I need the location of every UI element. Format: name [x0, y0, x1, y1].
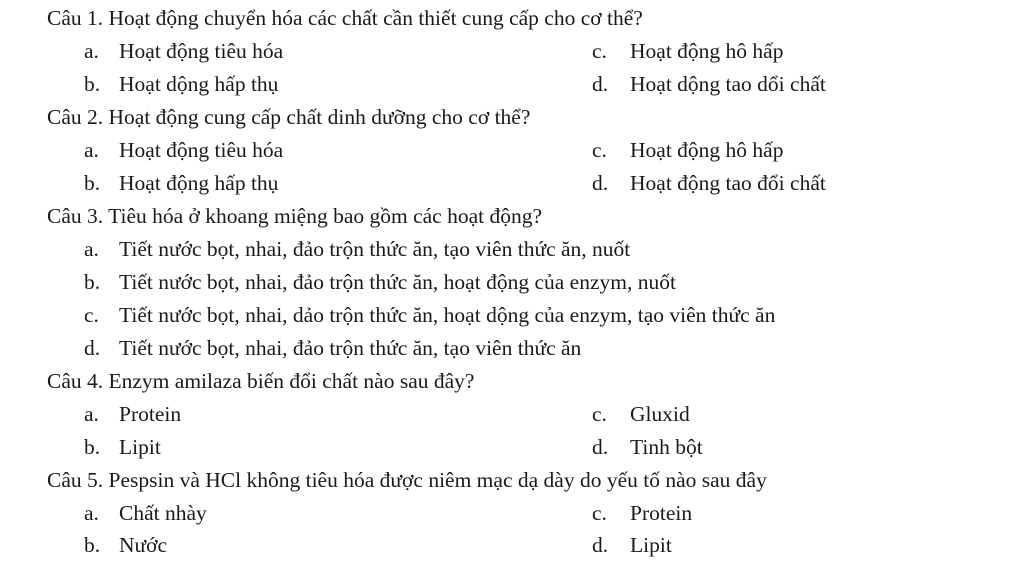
- question-4-option-b: [84, 431, 161, 463]
- question-4-option-a: [84, 398, 181, 430]
- question-2-option-d: [592, 167, 826, 199]
- option-marker: a.: [84, 237, 99, 261]
- option-text: Tiết nước bọt, nhai, đảo trộn thức ăn, hoạt động của enzym, nuốt: [119, 270, 676, 294]
- option-text: Protein: [630, 501, 693, 525]
- question-1-title: Câu 1. Hoạt động chuyển hóa các chất cần thiết cung cấp cho cơ thể?: [47, 6, 643, 30]
- option-text: Chất nhày: [119, 501, 207, 525]
- option-marker: b.: [84, 270, 101, 294]
- option-text: Hoạt động tiêu hóa: [119, 39, 284, 63]
- option-text: Lipit: [630, 533, 672, 557]
- option-marker: d.: [84, 336, 101, 360]
- question-2-option-c: [592, 134, 783, 166]
- option-marker: d.: [592, 533, 609, 557]
- option-text: Hoạt dộng hấp thụ: [119, 72, 279, 96]
- question-1-option-b: [84, 68, 278, 100]
- option-text: Protein: [119, 402, 182, 426]
- option-marker: d.: [592, 435, 609, 459]
- question-2-option-b: [84, 167, 278, 199]
- option-marker: a.: [84, 402, 99, 426]
- option-marker: d.: [592, 72, 609, 96]
- option-marker: a.: [84, 138, 99, 162]
- question-2-option-a: [84, 134, 283, 166]
- option-text: Hoạt động hô hấp: [630, 39, 784, 63]
- option-text: Tiết nước bọt, nhai, dảo trộn thức ăn, hoạt dộng của enzym, tạo viên thức ăn: [119, 303, 776, 327]
- option-marker: b.: [84, 435, 101, 459]
- option-text: Tiết nước bọt, nhai, đảo trộn thức ăn, tạo viên thức ăn: [119, 336, 582, 360]
- question-5-option-d: [592, 529, 672, 561]
- question-3-option-c: [84, 299, 775, 331]
- option-marker: c.: [592, 402, 607, 426]
- question-3-option-a: [84, 233, 630, 265]
- question-2-title: Câu 2. Hoạt động cung cấp chất dinh dưỡng cho cơ thể?: [47, 105, 531, 129]
- option-text: Gluxid: [630, 402, 690, 426]
- question-3-option-b: [84, 266, 676, 298]
- option-marker: a.: [84, 39, 99, 63]
- question-4-option-c: [592, 398, 690, 430]
- option-marker: c.: [592, 501, 607, 525]
- question-3-title: Câu 3. Tiêu hóa ở khoang miệng bao gồm các hoạt động?: [47, 204, 543, 228]
- option-marker: b.: [84, 171, 101, 195]
- option-marker: c.: [592, 138, 607, 162]
- option-marker: b.: [84, 533, 101, 557]
- option-text: Hoạt động hô hấp: [630, 138, 784, 162]
- question-1-option-a: [84, 35, 283, 67]
- option-marker: d.: [592, 171, 609, 195]
- option-text: Tinh bột: [630, 435, 703, 459]
- question-1-option-c: [592, 35, 783, 67]
- question-5-option-b: [84, 529, 167, 561]
- question-1-option-d: [592, 68, 826, 100]
- question-5-option-a: [84, 497, 207, 529]
- option-text: Hoạt dộng tao dổi chất: [630, 72, 826, 96]
- option-marker: b.: [84, 72, 101, 96]
- option-text: Tiết nước bọt, nhai, đảo trộn thức ăn, tạo viên thức ăn, nuốt: [119, 237, 631, 261]
- question-4-title: Câu 4. Enzym amilaza biến đổi chất nào sau đây?: [47, 369, 475, 393]
- question-5-option-c: [592, 497, 692, 529]
- option-text: Nước: [119, 533, 168, 557]
- option-marker: a.: [84, 501, 99, 525]
- question-4-option-d: [592, 431, 703, 463]
- option-marker: c.: [84, 303, 99, 327]
- question-3-option-d: [84, 332, 581, 364]
- option-text: Hoạt động tao đổi chất: [630, 171, 826, 195]
- option-text: Lipit: [119, 435, 161, 459]
- option-marker: c.: [592, 39, 607, 63]
- option-text: Hoạt động tiêu hóa: [119, 138, 284, 162]
- option-text: Hoạt động hấp thụ: [119, 171, 279, 195]
- question-5-title: Câu 5. Pespsin và HCl không tiêu hóa được niêm mạc dạ dày do yếu tố nào sau đây: [47, 468, 767, 492]
